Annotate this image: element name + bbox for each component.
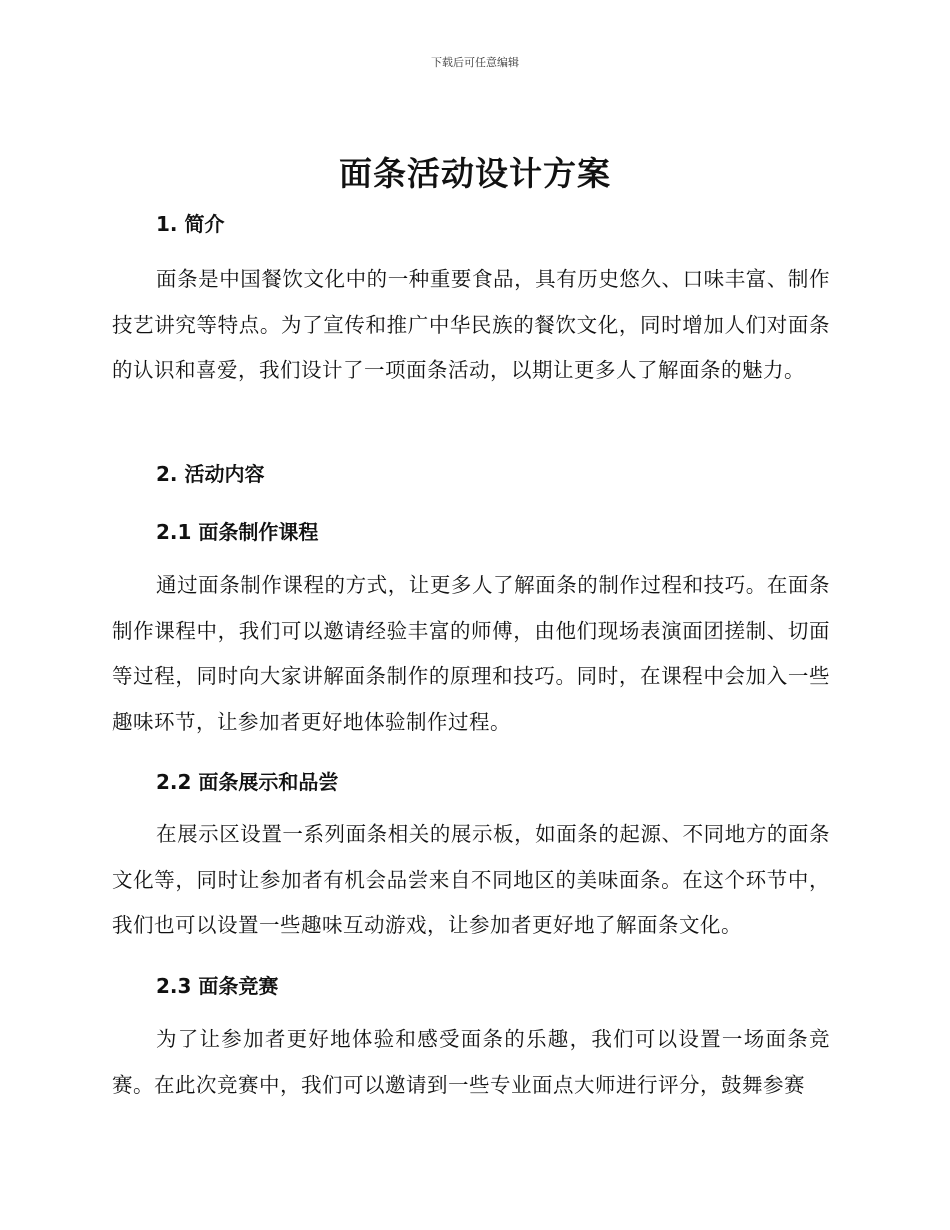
section-heading-display-tasting: 2.2 面条展示和品尝 xyxy=(156,770,339,794)
section-paragraph-noodle-course: 通过面条制作课程的方式，让更多人了解面条的制作过程和技巧。在面条制作课程中，我们可以邀请经验丰富的师傅，由他们现场表演面团搓制、切面等过程，同时向大家讲解面条制作的原理和技巧。同时，在课程中会加入一些趣味环节，让参加者更好地体验制作过程。 xyxy=(112,573,830,734)
section-heading-activity-content: 2. 活动内容 xyxy=(156,462,265,486)
section-heading-noodle-course: 2.1 面条制作课程 xyxy=(156,520,319,544)
section-paragraph-competition: 为了让参加者更好地体验和感受面条的乐趣，我们可以设置一场面条竞赛。在此次竞赛中，我们可以邀请到一些专业面点大师进行评分，鼓舞参赛 xyxy=(112,1027,830,1097)
section-paragraph-display-tasting: 在展示区设置一系列面条相关的展示板，如面条的起源、不同地方的面条文化等，同时让参加者有机会品尝来自不同地区的美味面条。在这个环节中，我们也可以设置一些趣味互动游戏，让参加者更好地了解面条文化。 xyxy=(112,822,830,937)
header-note: 下载后可任意编辑 xyxy=(431,56,519,69)
section-heading-intro: 1. 简介 xyxy=(156,212,225,236)
document-title: 面条活动设计方案 xyxy=(339,154,611,193)
section-heading-competition: 2.3 面条竞赛 xyxy=(156,974,279,998)
section-paragraph-intro: 面条是中国餐饮文化中的一种重要食品，具有历史悠久、口味丰富、制作技艺讲究等特点。为了宣传和推广中华民族的餐饮文化，同时增加人们对面条的认识和喜爱，我们设计了一项面条活动，以期让更多人了解面条的魅力。 xyxy=(112,267,830,382)
